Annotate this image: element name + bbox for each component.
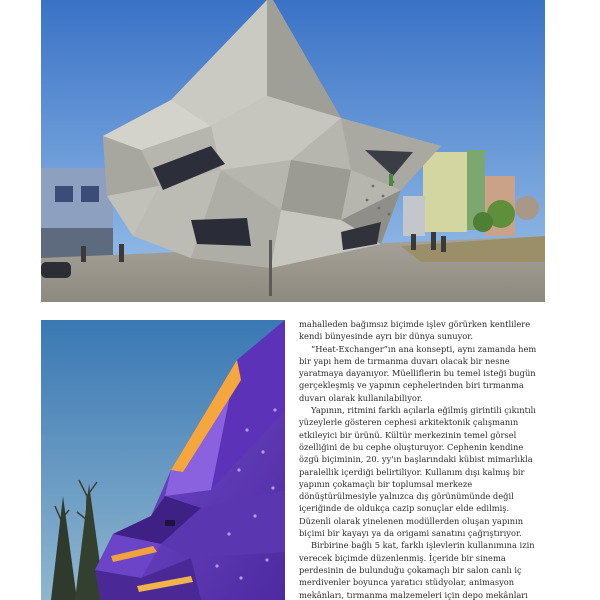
article-body	[299, 318, 539, 600]
building-night-illustration	[41, 320, 285, 600]
article-paragraph: mahalleden bağımsız biçimde işlev görürken kentlilere kendi bünyesinde ayrı bir dünya sunuyor.	[299, 319, 531, 342]
building-exterior-photo	[41, 0, 545, 302]
article-paragraph: “Heat-Exchanger”ın ana konsepti, aynı zamanda hem bir yapı hem de tırmanma duvarı olacak bir nesne yaratmaya dayanıyor. Müelliflerin bu temel isteği bugün gerçekleşmiş ve yapının cephelerinden biri tırmanma duvarı olarak kullanılabiliyor.	[299, 343, 537, 403]
article-paragraph: Birbirine bağlı 5 kat, farklı işlevlerin kullanımına izin verecek biçimde düzenlenmiş. İçeride bir sinema perdesinin de bulunduğu çokamaçlı bir salon canlı iç merdivenler boyunca yaratıcı stüdyolar, animasyon mekânları, tırmanma malzemeleri için depo mekânları	[299, 540, 535, 600]
building-night-photo	[41, 320, 285, 600]
article-paragraph: Yapının, ritmini farklı açılarla eğilmiş girintili çıkıntılı yüzeylerle gösteren cephesi arkitektonik çalışmanın etkileyici bir ürünü. Kültür merkezinin temel görsel özelliğini de bu cephe oluşturuyor. Cephenin kendine özgü biçiminin, 20. yy'ın başlarındaki kübist mimarlıkla paralellik içerdiği belirtiliyor. Kullanım dışı kalmış bir yapının çokamaçlı bir toplumsal merkeze dönüştürülmesiyle yalnızca dış görünümünde değil içeriğinde de oldukça cazip sonuçlar elde edilmiş. Düzenli olarak yinelenen modüllerden oluşan yapının biçimi bir kayayı ya da origami sanatını çağrıştırıyor.	[299, 405, 536, 539]
building-exterior-illustration	[41, 0, 545, 302]
